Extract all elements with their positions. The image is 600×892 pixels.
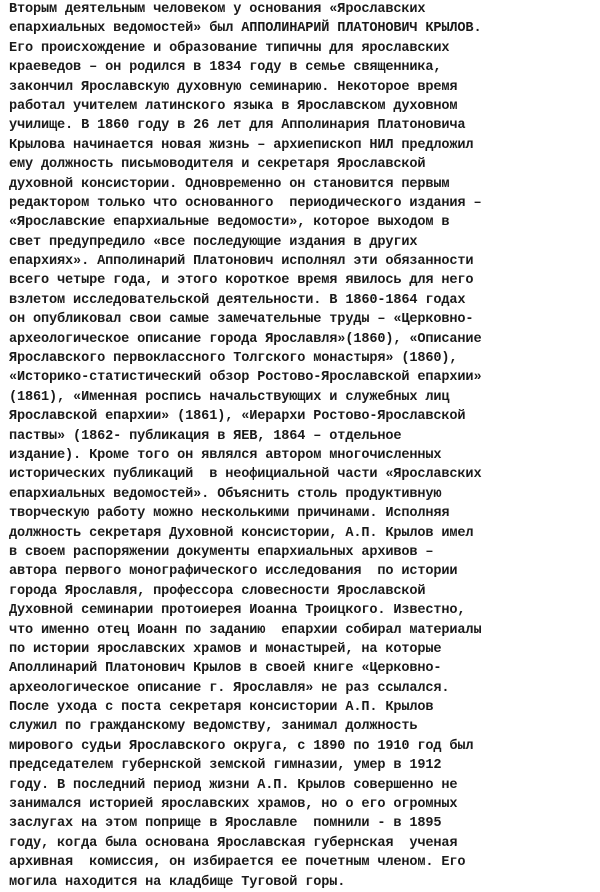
text-line: «Ярославские епархиальные ведомости», которое выходом в bbox=[9, 215, 450, 231]
text-line: Ярославского первоклассного Толгского монастыря» (1860), bbox=[9, 351, 458, 367]
text-line: Аполлинарий Платонович Крылов в своей книге «Церковно- bbox=[9, 661, 442, 677]
text-line: автора первого монографического исследования по истории bbox=[9, 564, 458, 580]
text-line: председателем губернской земской гимназии, умер в 1912 bbox=[9, 758, 442, 774]
text-line: по истории ярославских храмов и монастырей, на которые bbox=[9, 641, 442, 657]
text-line: занимался историей ярославских храмов, но о его огромных bbox=[9, 797, 458, 813]
text-line: должность секретаря Духовной консистории, А.П. Крылов имел bbox=[9, 525, 474, 541]
text-line: работал учителем латинского языка в Ярославском духовном bbox=[9, 98, 458, 114]
text-line: в своем распоряжении документы епархиальных архивов – bbox=[9, 544, 434, 560]
text-line: году, когда была основана Ярославская губернская ученая bbox=[9, 835, 458, 851]
text-line: свет предупредило «все последующие издания в других bbox=[9, 234, 418, 250]
text-line: Его происхождение и образование типичны для ярославских bbox=[9, 40, 450, 56]
text-line: паствы» (1862- публикация в ЯЕВ, 1864 – отдельное bbox=[9, 428, 402, 444]
text-line: архивная комиссия, он избирается ее почетным членом. Его bbox=[9, 855, 466, 871]
text-line: училище. В 1860 году в 26 лет для Апполинария Платоновича bbox=[9, 118, 466, 134]
text-line: всего четыре года, и этого короткое время явилось для него bbox=[9, 273, 474, 289]
text-line: «Историко-статистический обзор Ростово-Ярославской епархии» bbox=[9, 370, 482, 386]
text-line: Духовной семинарии протоиерея Иоанна Троицкого. Известно, bbox=[9, 603, 466, 619]
text-line: служил по гражданскому ведомству, занимал должность bbox=[9, 719, 418, 735]
text-line: епархиях». Апполинарий Платонович исполнял эти обязанности bbox=[9, 254, 474, 270]
text-line: он опубликовал свои самые замечательные труды – «Церковно- bbox=[9, 312, 474, 328]
text-line: редактором только что основанного периодического издания – bbox=[9, 195, 482, 211]
text-line: ему должность письмоводителя и секретаря Ярославской bbox=[9, 157, 426, 173]
text-line: епархиальных ведомостей» был АППОЛИНАРИЙ ПЛАТОНОВИЧ КРЫЛОВ. bbox=[9, 21, 482, 37]
text-line: археологическое описание г. Ярославля» не раз ссылался. bbox=[9, 680, 450, 696]
text-line: (1861), «Именная роспись начальствующих и служебных лиц bbox=[9, 389, 450, 405]
text-line: могила находится на кладбище Туговой горы. bbox=[9, 874, 346, 890]
text-line: После ухода с поста секретаря консистории А.П. Крылов bbox=[9, 700, 434, 716]
text-line: краеведов – он родился в 1834 году в семье священника, bbox=[9, 60, 442, 76]
text-line: археологическое описание города Ярославля»(1860), «Описание bbox=[9, 331, 482, 347]
text-line: духовной консистории. Одновременно он становится первым bbox=[9, 176, 450, 192]
text-line: закончил Ярославскую духовную семинарию. Некоторое время bbox=[9, 79, 458, 95]
document-body bbox=[9, 0, 595, 892]
text-line: что именно отец Иоанн по заданию епархии собирал материалы bbox=[9, 622, 482, 638]
text-line: исторических публикаций в неофициальной части «Ярославских bbox=[9, 467, 482, 483]
text-line: издание). Кроме того он являлся автором многочисленных bbox=[9, 447, 442, 463]
text-line: творческую работу можно несколькими причинами. Исполняя bbox=[9, 506, 450, 522]
text-line: взлетом исследовательской деятельности. В 1860-1864 годах bbox=[9, 292, 466, 308]
text-line: города Ярославля, профессора словесности Ярославской bbox=[9, 583, 426, 599]
text-line: заслугах на этом поприще в Ярославле помнили - в 1895 bbox=[9, 816, 442, 832]
text-line: Вторым деятельным человеком у основания «Ярославских bbox=[9, 2, 426, 17]
text-line: епархиальных ведомостей». Объяснить столь продуктивную bbox=[9, 486, 442, 502]
text-line: Ярославской епархии» (1861), «Иерархи Ростово-Ярославской bbox=[9, 409, 466, 425]
text-line: Крылова начинается новая жизнь – архиепископ НИЛ предложил bbox=[9, 137, 474, 153]
text-line: году. В последний период жизни А.П. Крылов совершенно не bbox=[9, 777, 458, 793]
text-line: мирового судьи Ярославского округа, с 1890 по 1910 год был bbox=[9, 738, 474, 754]
